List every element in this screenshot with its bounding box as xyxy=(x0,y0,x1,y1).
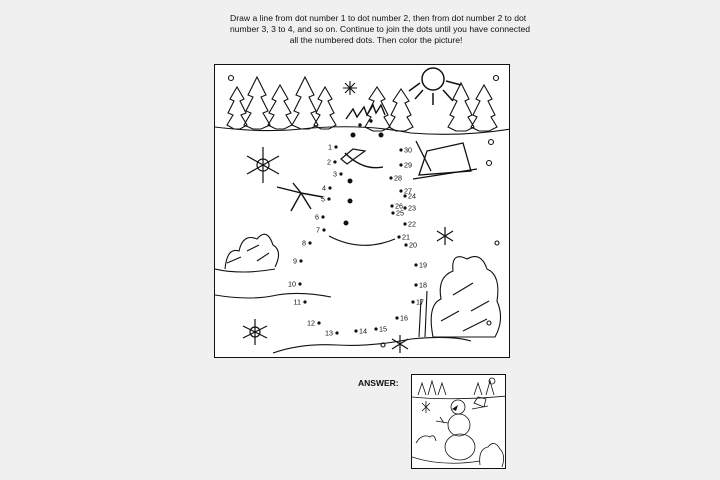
numbered-dot[interactable] xyxy=(354,327,367,336)
dot-mark xyxy=(328,186,331,189)
numbered-dot[interactable] xyxy=(395,314,408,323)
puzzle-frame xyxy=(214,64,510,358)
numbered-dot[interactable] xyxy=(414,281,427,290)
numbered-dot[interactable] xyxy=(302,239,312,248)
numbered-dot[interactable] xyxy=(399,146,412,155)
dot-number: 22 xyxy=(408,219,416,229)
dot-number: 6 xyxy=(315,212,319,222)
snowflake-icon xyxy=(229,76,500,348)
tree-icon xyxy=(227,77,336,129)
dots-layer xyxy=(288,143,427,338)
dot-number: 3 xyxy=(333,169,337,179)
numbered-dot[interactable] xyxy=(404,241,417,250)
dot-mark xyxy=(299,259,302,262)
answer-frame xyxy=(411,374,506,469)
dot-number: 19 xyxy=(419,260,427,270)
dot-number: 5 xyxy=(321,194,325,204)
dot-mark xyxy=(317,321,320,324)
dot-number: 11 xyxy=(293,297,301,307)
dot-number: 12 xyxy=(307,318,315,328)
answer-label: ANSWER: xyxy=(358,378,399,388)
dot-mark xyxy=(414,263,417,266)
answer-thumbnail xyxy=(412,375,506,469)
ground-line xyxy=(412,457,480,463)
dot-number: 10 xyxy=(288,279,296,289)
dot-number: 9 xyxy=(293,256,297,266)
dot-number: 25 xyxy=(396,208,404,218)
tree-icon xyxy=(418,381,494,395)
snowman-body xyxy=(448,414,470,436)
numbered-dot[interactable] xyxy=(294,298,307,307)
numbered-dot[interactable] xyxy=(293,257,303,266)
dot-mark xyxy=(391,211,394,214)
dot-mark xyxy=(327,197,330,200)
bush-icon xyxy=(416,436,436,443)
dot-number: 16 xyxy=(400,313,408,323)
dot-number: 21 xyxy=(402,232,410,242)
dot-number: 4 xyxy=(322,183,326,193)
puzzle-scene xyxy=(215,65,510,358)
numbered-dot[interactable] xyxy=(325,329,339,338)
dot-number: 7 xyxy=(316,225,320,235)
numbered-dot[interactable] xyxy=(390,202,403,211)
carrot-nose xyxy=(452,405,458,411)
instruction-line-1: Draw a line from dot number 1 to dot number 2, then from dot number 2 to dot xyxy=(230,13,527,23)
numbered-dot[interactable] xyxy=(414,261,427,270)
dot-mark xyxy=(333,160,336,163)
numbered-dot[interactable] xyxy=(411,298,424,307)
numbered-dot[interactable] xyxy=(399,187,412,196)
dot-mark xyxy=(322,228,325,231)
dot-number: 28 xyxy=(394,173,402,183)
numbered-dot[interactable] xyxy=(403,220,416,229)
numbered-dot[interactable] xyxy=(397,233,410,242)
dot-mark xyxy=(397,235,400,238)
dot-mark xyxy=(354,329,357,332)
dot-number: 24 xyxy=(408,191,416,201)
snowflake-icon xyxy=(422,401,430,413)
dot-number: 26 xyxy=(395,201,403,211)
numbered-dot[interactable] xyxy=(288,280,302,289)
numbered-dot[interactable] xyxy=(327,158,337,167)
dot-mark xyxy=(404,243,407,246)
dot-mark xyxy=(414,283,417,286)
snowman-face xyxy=(329,105,395,245)
numbered-dot[interactable] xyxy=(374,325,387,334)
dot-mark xyxy=(321,215,324,218)
hat-icon xyxy=(472,397,488,409)
numbered-dot[interactable] xyxy=(399,161,412,170)
numbered-dot[interactable] xyxy=(321,195,331,204)
numbered-dot[interactable] xyxy=(333,170,343,179)
numbered-dot[interactable] xyxy=(403,204,416,213)
dot-mark xyxy=(390,204,393,207)
dot-mark xyxy=(399,189,402,192)
dot-number: 14 xyxy=(359,326,367,336)
numbered-dot[interactable] xyxy=(316,226,326,235)
bush-icon xyxy=(480,443,504,467)
snowman-head xyxy=(451,400,465,414)
dot-mark xyxy=(395,316,398,319)
dot-mark xyxy=(308,241,311,244)
dot-mark xyxy=(339,172,342,175)
dot-mark xyxy=(399,148,402,151)
dot-number: 23 xyxy=(408,203,416,213)
numbered-dot[interactable] xyxy=(328,143,338,152)
dot-mark xyxy=(335,331,338,334)
dot-number: 15 xyxy=(379,324,387,334)
dot-number: 18 xyxy=(419,280,427,290)
numbered-dot[interactable] xyxy=(389,174,402,183)
dot-number: 29 xyxy=(404,160,412,170)
dot-number: 1 xyxy=(328,142,332,152)
numbered-dot[interactable] xyxy=(307,319,321,328)
dot-mark xyxy=(374,327,377,330)
numbered-dot[interactable] xyxy=(315,213,325,222)
dot-number: 2 xyxy=(327,157,331,167)
dot-mark xyxy=(411,300,414,303)
dot-mark xyxy=(303,300,306,303)
instruction-line-2: number 3, 3 to 4, and so on. Continue to join the dots until you have connected xyxy=(230,24,531,35)
horizon-line xyxy=(412,396,506,399)
dot-mark xyxy=(403,222,406,225)
dot-number: 27 xyxy=(404,186,412,196)
arm-icon xyxy=(436,417,448,423)
dot-number: 30 xyxy=(404,145,412,155)
instructions xyxy=(230,13,531,47)
dot-number: 20 xyxy=(409,240,417,250)
dot-mark xyxy=(399,163,402,166)
hat-icon xyxy=(413,141,477,179)
dot-mark xyxy=(298,282,301,285)
numbered-dot[interactable] xyxy=(322,184,332,193)
instruction-line-3: all the numbered dots. Then color the picture! xyxy=(289,35,463,46)
dot-mark xyxy=(389,176,392,179)
dot-number: 8 xyxy=(302,238,306,248)
dot-mark xyxy=(334,145,337,148)
bush-icon xyxy=(225,234,501,337)
arm-icon xyxy=(277,183,323,211)
dot-number: 17 xyxy=(416,297,424,307)
dot-number: 13 xyxy=(325,328,333,338)
snowman-base xyxy=(445,434,475,460)
